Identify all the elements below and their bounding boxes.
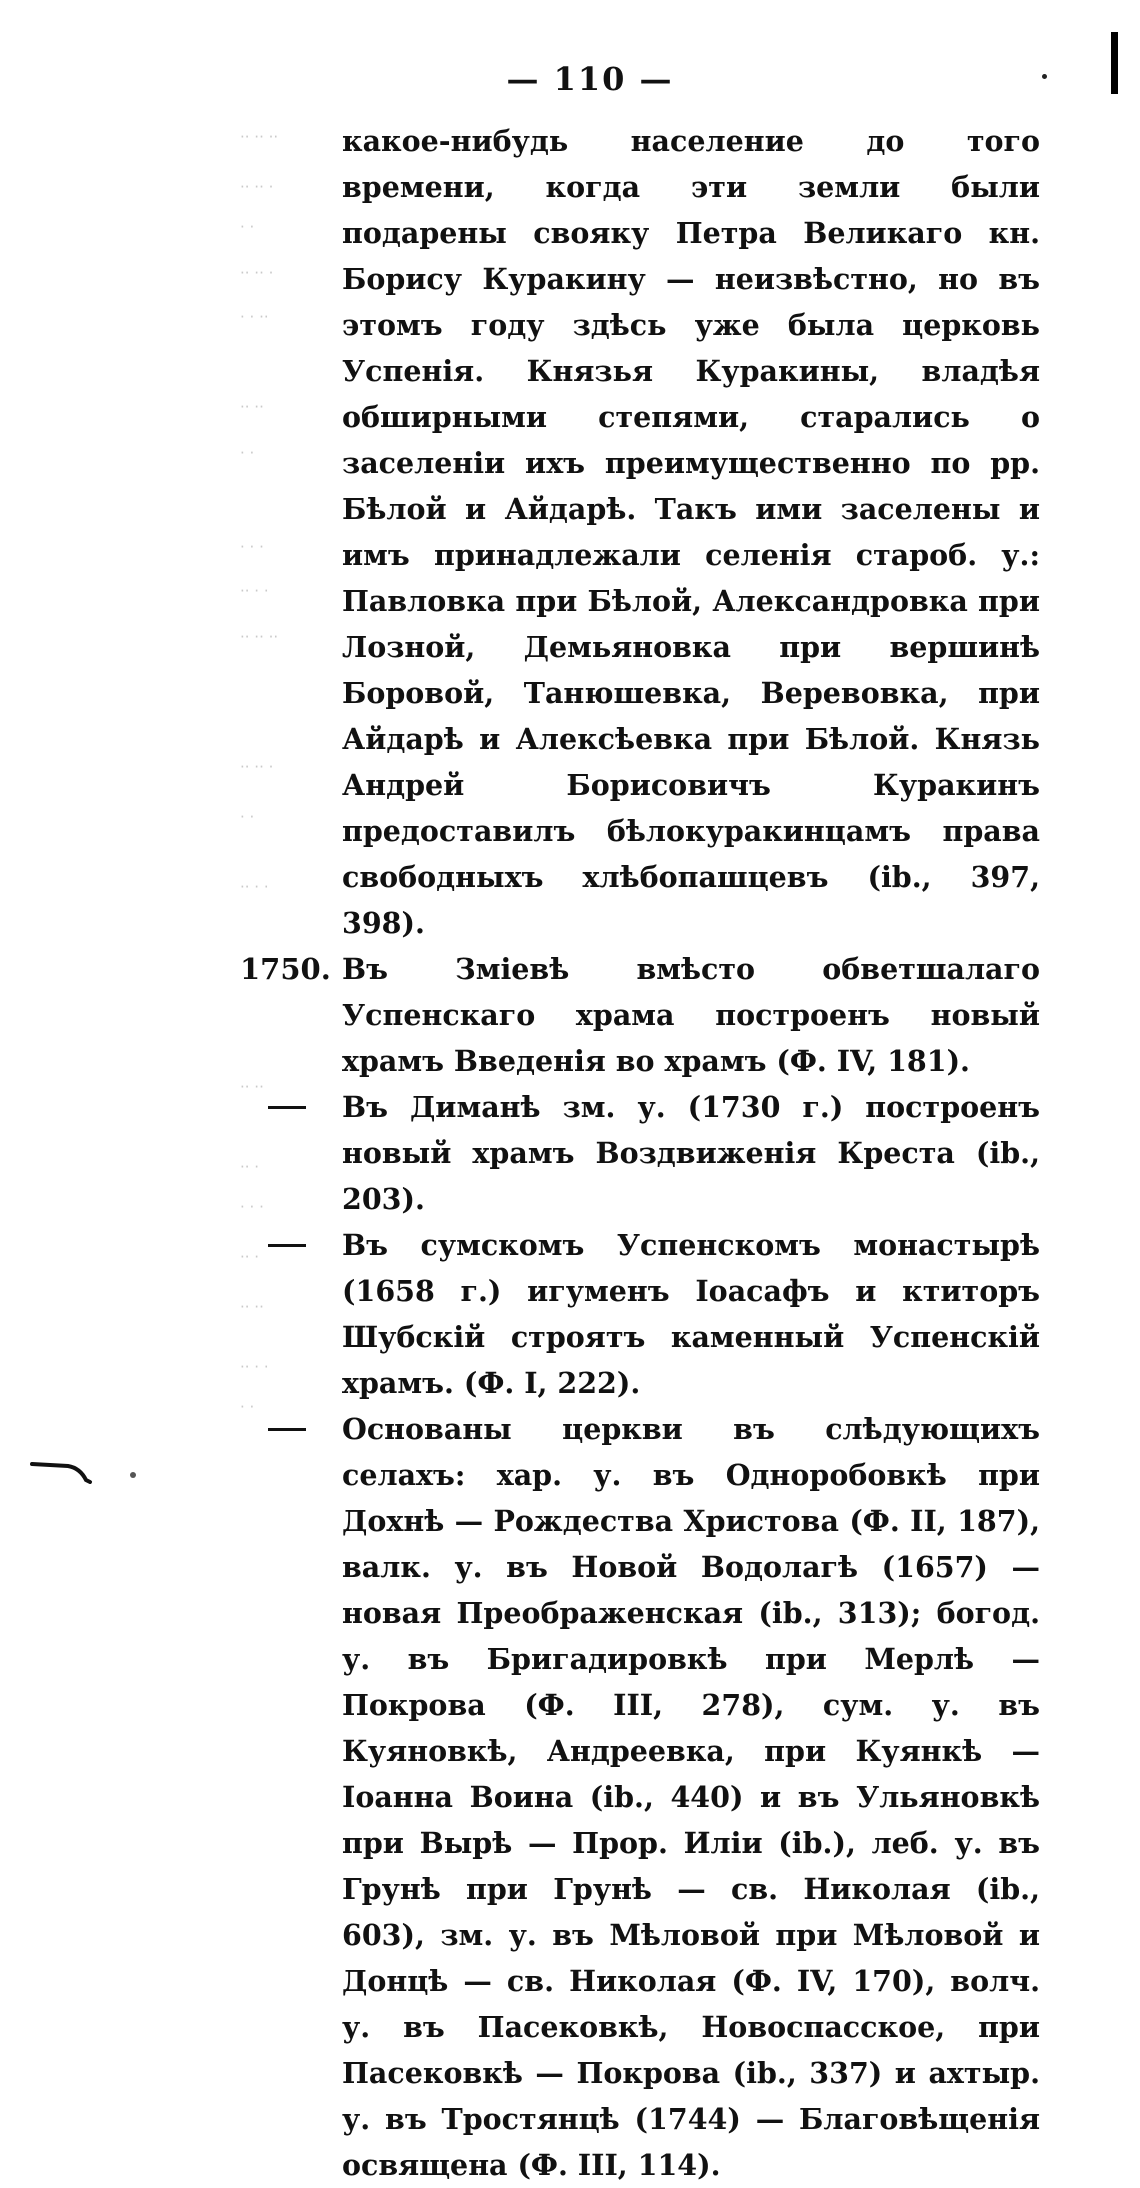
entry-1: [240, 946, 1040, 1084]
entry-3: [240, 1222, 1040, 1406]
ditto-dash: [268, 1106, 306, 1109]
entry-4: [240, 1406, 1040, 2188]
entry-2: [240, 1084, 1040, 1222]
entry-year: 1750.: [240, 952, 331, 986]
page-body: [240, 118, 1040, 2188]
ink-speck: [130, 1472, 136, 1478]
entry-text: Основаны церкви въ слѣдующихъ селахъ: хар. у. въ Одноробовкѣ при Дохнѣ — Рождества Христова (Ф. II, 187), валк. у. въ Новой Водолагѣ (1657) — новая Преображенская (ib., 313); богод. у. въ Бригадировкѣ при Мерлѣ — Покрова (Ф. III, 278), сум. у. въ Куяновкѣ, Андреевка, при Куянкѣ — Іоанна Воина (ib., 440) и въ Ульяновкѣ при Вырѣ — Прор. Иліи (ib.), леб. у. въ Грунѣ при Грунѣ — св. Николая (ib., 603), зм. у. въ Мѣловой при Мѣловой и Донцѣ — св. Николая (Ф. IV, 170), волч. у. въ Пасековкѣ, Новоспасское, при Пасековкѣ — Покрова (ib., 337) и ахтыр. у. въ Тростянцѣ (1744) — Благовѣщенія освящена (Ф. III, 114).: [342, 1412, 1040, 2182]
ditto-dash: [268, 1244, 306, 1247]
ditto-dash: [268, 1428, 306, 1431]
entry-text: Въ сумскомъ Успенскомъ монастырѣ (1658 г.) игуменъ Іоасафъ и ктиторъ Шубскій строятъ каменный Успенскій храмъ. (Ф. I, 222).: [342, 1228, 1040, 1400]
entry-text: какое-нибудь население до того времени, когда эти земли были подарены свояку Петра Великаго кн. Борису Куракину — неизвѣстно, но въ этомъ году здѣсь уже была церковь Успенія. Князья Куракины, владѣя обширными степями, старались о заселеніи ихъ преимущественно по рр. Бѣлой и Айдарѣ. Такъ ими заселены и имъ принадлежали селенія староб. у.: Павловка при Бѣлой, Александровка при Лозной, Демьяновка при вершинѣ Боровой, Танюшевка, Веревовка, при Айдарѣ и Алексѣевка при Бѣлой. Князь Андрей Борисовичъ Куракинъ предоставилъ бѣлокуракинцамъ права свободныхъ хлѣбопашцевъ (ib., 397, 398).: [342, 124, 1040, 940]
entry-text: Въ Диманѣ зм. у. (1730 г.) построенъ новый храмъ Воздвиженія Креста (ib., 203).: [342, 1090, 1040, 1216]
page-number: — 110 —: [506, 60, 674, 98]
entry-text: Въ Змiевѣ вмѣсто обветшалаго Успенскаго храма построенъ новый храмъ Введенія во храмъ (Ф. IV, 181).: [342, 952, 1040, 1078]
entry-0: [240, 118, 1040, 946]
corner-ink-mark: [30, 1458, 100, 1484]
